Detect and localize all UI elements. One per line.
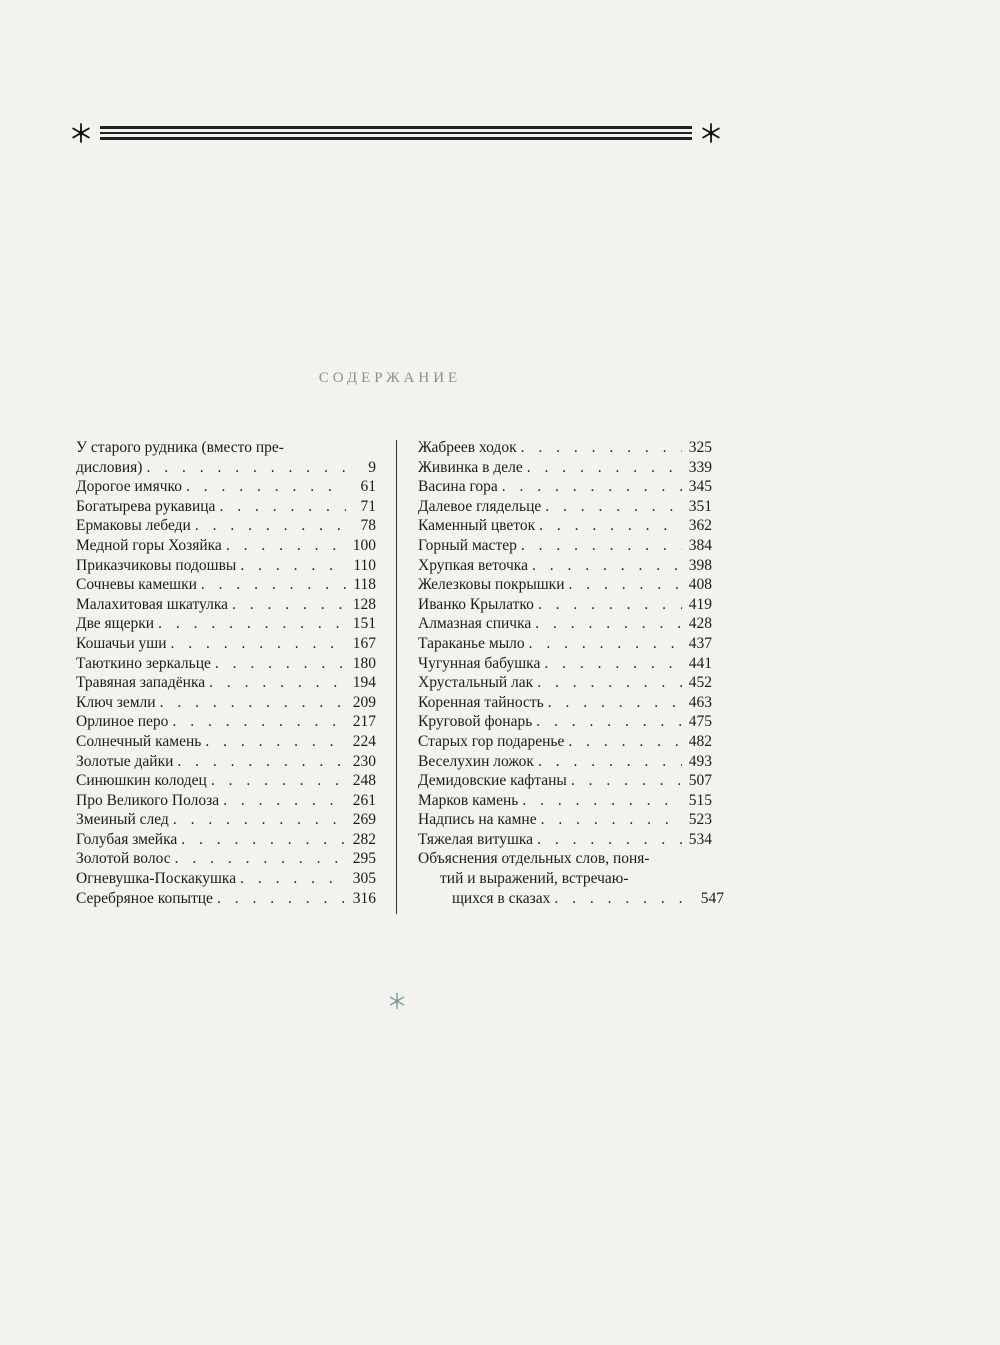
toc-entry-title: Малахитовая шкатулка <box>76 595 229 613</box>
toc-entry-page: 463 <box>688 693 712 711</box>
toc-entry <box>76 732 376 752</box>
toc-entry <box>418 516 712 536</box>
toc-entry-page: 339 <box>688 458 712 476</box>
toc-entry-page: 110 <box>353 556 376 574</box>
toc-entry-title: Каменный цветок <box>418 517 536 535</box>
toc-entry-title: Змеиный след <box>76 811 169 829</box>
leader-dots <box>217 889 346 909</box>
leader-dots <box>537 673 682 693</box>
toc-entry <box>76 791 376 811</box>
toc-entry-title: Кошачьи уши <box>76 634 167 652</box>
leader-dots <box>172 712 346 732</box>
toc-entry-title: Коренная тайность <box>418 693 544 711</box>
leader-dots <box>545 497 682 517</box>
toc-entry <box>76 752 376 772</box>
toc-entry-title: Круговой фонарь <box>418 713 533 731</box>
toc-entry-title: Далевое глядельце <box>418 497 542 515</box>
leader-dots <box>201 575 346 595</box>
toc-entry-page: 100 <box>352 536 376 554</box>
toc-entry-title: Марков камень <box>418 791 519 809</box>
toc-entry-title: Живинка в деле <box>418 458 523 476</box>
toc-entry-title: Сочневы камешки <box>76 576 197 594</box>
leader-dots <box>171 634 346 654</box>
toc-entry <box>76 595 376 615</box>
toc-entry <box>76 516 376 536</box>
toc-entry <box>418 634 712 654</box>
toc-entry-page: 248 <box>352 772 376 790</box>
leader-dots <box>158 614 346 634</box>
toc-entry-page: 408 <box>688 576 712 594</box>
toc-entry-page: 295 <box>352 850 376 868</box>
toc-entry-page: 282 <box>352 830 376 848</box>
toc-entry-page: 151 <box>352 615 376 633</box>
header-rule <box>66 120 726 150</box>
decorative-lines <box>100 126 692 143</box>
toc-entry-page: 437 <box>688 634 712 652</box>
toc-entry-title: Хрупкая веточка <box>418 556 528 574</box>
toc-entry <box>418 556 712 576</box>
toc-entry <box>418 614 712 634</box>
toc-entry <box>76 849 376 869</box>
toc-entry-page: 180 <box>352 654 376 672</box>
toc-entry <box>418 712 712 732</box>
toc-entry-title: дисловия) <box>76 458 143 476</box>
toc-entry-title: щихся в сказах <box>452 889 551 907</box>
toc-entry-title: Чугунная бабушка <box>418 654 541 672</box>
toc-entry-title: Огневушка-Поскакушка <box>76 870 237 888</box>
toc-entry <box>418 752 712 772</box>
toc-entry <box>76 889 376 909</box>
toc-entry-multiline <box>76 438 376 458</box>
toc-entry-title: Васина гора <box>418 478 498 496</box>
toc-entry-title: Тяжелая витушка <box>418 830 534 848</box>
toc-entry <box>76 634 376 654</box>
toc-entry-page: 351 <box>688 497 712 515</box>
toc-entry-title: Таюткино зеркальце <box>76 654 211 672</box>
toc-entry-page: 128 <box>352 595 376 613</box>
toc-entry-page: 507 <box>688 772 712 790</box>
leader-dots <box>529 634 682 654</box>
toc-entry-title: Веселухин ложок <box>418 752 534 770</box>
toc-entry-page: 362 <box>688 517 712 535</box>
toc-entry-page: 71 <box>360 497 376 515</box>
toc-entry-page: 167 <box>352 634 376 652</box>
toc-entry <box>418 830 712 850</box>
toc-entry-title: Орлиное перо <box>76 713 169 731</box>
toc-entry <box>418 575 712 595</box>
leader-dots <box>541 810 682 830</box>
leader-dots <box>181 830 346 850</box>
toc-entry-page: 305 <box>352 870 376 888</box>
toc-entry-title: Золотой волос <box>76 850 171 868</box>
toc-entry-title: Ермаковы лебеди <box>76 517 191 535</box>
leader-dots <box>219 497 346 517</box>
toc-entry <box>76 556 376 576</box>
leader-dots <box>146 458 346 478</box>
toc-entry-title: Горный мастер <box>418 536 517 554</box>
toc-entry-page: 61 <box>360 478 376 496</box>
toc-entry-page: 325 <box>688 439 712 456</box>
toc-entry <box>76 614 376 634</box>
leader-dots <box>521 536 682 556</box>
toc-entry-title: Объяснения отдельных слов, поня- <box>418 850 650 868</box>
toc-entry-page: 384 <box>688 536 712 554</box>
leader-dots <box>538 595 682 615</box>
leader-dots <box>538 752 682 772</box>
toc-entry-page: 475 <box>688 713 712 731</box>
snowflake-icon <box>388 992 406 1010</box>
toc-entry-page: 419 <box>688 595 712 613</box>
toc-entry-page: 217 <box>352 713 376 731</box>
leader-dots <box>502 477 682 497</box>
toc-entry <box>418 732 712 752</box>
leader-dots <box>177 752 346 772</box>
page-title: СОДЕРЖАНИЕ <box>318 370 462 386</box>
toc-entry <box>76 536 376 556</box>
leader-dots <box>232 595 346 615</box>
toc-entry-page: 224 <box>352 732 376 750</box>
toc-entry-page: 261 <box>352 791 376 809</box>
toc-entry-title: Травяная западёнка <box>76 674 206 692</box>
toc-entry-page: 118 <box>353 576 376 594</box>
toc-entry-title: Тараканье мыло <box>418 634 525 652</box>
leader-dots <box>223 791 346 811</box>
toc-entry-page: 194 <box>352 674 376 692</box>
leader-dots <box>569 575 682 595</box>
leader-dots <box>211 771 346 791</box>
toc-entry <box>418 654 712 674</box>
toc-entry <box>76 477 376 497</box>
toc-entry <box>418 477 712 497</box>
leader-dots <box>568 732 682 752</box>
toc-entry-title: Иванко Крылатко <box>418 595 534 613</box>
leader-dots <box>209 673 346 693</box>
toc-entry <box>418 673 712 693</box>
toc-entry-title: Приказчиковы подошвы <box>76 556 237 574</box>
toc-entry-title: Старых гор подаренье <box>418 732 565 750</box>
toc-entry-continuation <box>418 869 712 889</box>
toc-entry <box>76 771 376 791</box>
toc-entry-page: 493 <box>688 752 712 770</box>
toc-entry-title: Алмазная спичка <box>418 615 532 633</box>
leader-dots <box>532 556 682 576</box>
toc-entry-title: Демидовские кафтаны <box>418 772 567 790</box>
toc-entry <box>76 810 376 830</box>
toc-entry <box>76 693 376 713</box>
toc-entry-title: Синюшкин колодец <box>76 772 207 790</box>
toc-entry-page: 523 <box>688 811 712 829</box>
toc-entry <box>418 791 712 811</box>
toc-entry-page: 398 <box>688 556 712 574</box>
toc-entry <box>76 673 376 693</box>
toc-entry <box>418 438 712 458</box>
toc-entry <box>76 458 376 478</box>
toc-entry-title: Голубая змейка <box>76 830 178 848</box>
toc-entry <box>418 536 712 556</box>
leader-dots <box>226 536 346 556</box>
toc-entry-title: Две ящерки <box>76 615 155 633</box>
leader-dots <box>173 810 346 830</box>
leader-dots <box>215 654 346 674</box>
toc-entry <box>76 869 376 889</box>
toc-entry-page: 452 <box>688 674 712 692</box>
toc-entry-title: Надпись на камне <box>418 811 537 829</box>
toc-entry-page: 515 <box>688 791 712 809</box>
toc-entry-title: Солнечный камень <box>76 732 202 750</box>
toc-entry-multiline <box>418 849 712 869</box>
toc-entry-page: 269 <box>352 811 376 829</box>
leader-dots <box>537 830 682 850</box>
toc-entry-title: Железковы покрышки <box>418 576 565 594</box>
toc-entry <box>418 595 712 615</box>
snowflake-icon <box>70 122 92 144</box>
toc-entry-page: 547 <box>700 889 724 907</box>
toc-entry <box>418 771 712 791</box>
leader-dots <box>175 849 346 869</box>
leader-dots <box>240 869 346 889</box>
leader-dots <box>544 654 682 674</box>
leader-dots <box>522 791 682 811</box>
leader-dots <box>160 693 346 713</box>
toc-entry-page: 9 <box>368 458 376 476</box>
toc-entry-page: 209 <box>352 693 376 711</box>
toc-entry <box>76 575 376 595</box>
toc-entry-title: Ключ земли <box>76 693 156 711</box>
toc-entry-title: Медной горы Хозяйка <box>76 536 222 554</box>
toc-right-column <box>418 438 724 908</box>
toc-entry-page: 316 <box>352 889 376 907</box>
toc-entry-title: тий и выражений, встречаю- <box>440 870 629 888</box>
toc-entry-title: У старого рудника (вместо пре- <box>76 439 284 456</box>
leader-dots <box>521 438 682 458</box>
toc-entry <box>418 693 712 713</box>
toc-entry-page: 482 <box>688 732 712 750</box>
toc-entry-title: Дорогое имячко <box>76 478 183 496</box>
leader-dots <box>186 477 346 497</box>
toc-entry-title: Золотые дайки <box>76 752 174 770</box>
toc-entry <box>418 497 712 517</box>
toc-entry <box>418 458 712 478</box>
toc-entry-page: 230 <box>352 752 376 770</box>
toc-entry-title: Про Великого Полоза <box>76 791 220 809</box>
toc-entry-page: 428 <box>688 615 712 633</box>
leader-dots <box>548 693 682 713</box>
leader-dots <box>539 516 682 536</box>
leader-dots <box>195 516 346 536</box>
toc-entry-title: Богатырева рукавица <box>76 497 216 515</box>
snowflake-icon <box>700 122 722 144</box>
leader-dots <box>527 458 682 478</box>
column-divider <box>396 440 397 914</box>
toc-entry <box>76 712 376 732</box>
toc-entry-page: 441 <box>688 654 712 672</box>
toc-entry <box>418 810 712 830</box>
toc-entry <box>76 830 376 850</box>
toc-entry <box>76 497 376 517</box>
leader-dots <box>536 712 682 732</box>
leader-dots <box>205 732 346 752</box>
toc-entry-title: Хрустальный лак <box>418 674 534 692</box>
toc-left-column <box>76 438 376 908</box>
toc-entry <box>76 654 376 674</box>
toc-entry-page: 345 <box>688 478 712 496</box>
toc-entry-title: Жабреев ходок <box>418 439 517 456</box>
toc-entry-page: 534 <box>688 830 712 848</box>
toc-entry-page: 78 <box>360 517 376 535</box>
leader-dots <box>571 771 682 791</box>
toc-entry <box>418 889 724 909</box>
leader-dots <box>240 556 346 576</box>
leader-dots <box>554 889 694 909</box>
toc-entry-title: Серебряное копытце <box>76 889 213 907</box>
leader-dots <box>535 614 682 634</box>
